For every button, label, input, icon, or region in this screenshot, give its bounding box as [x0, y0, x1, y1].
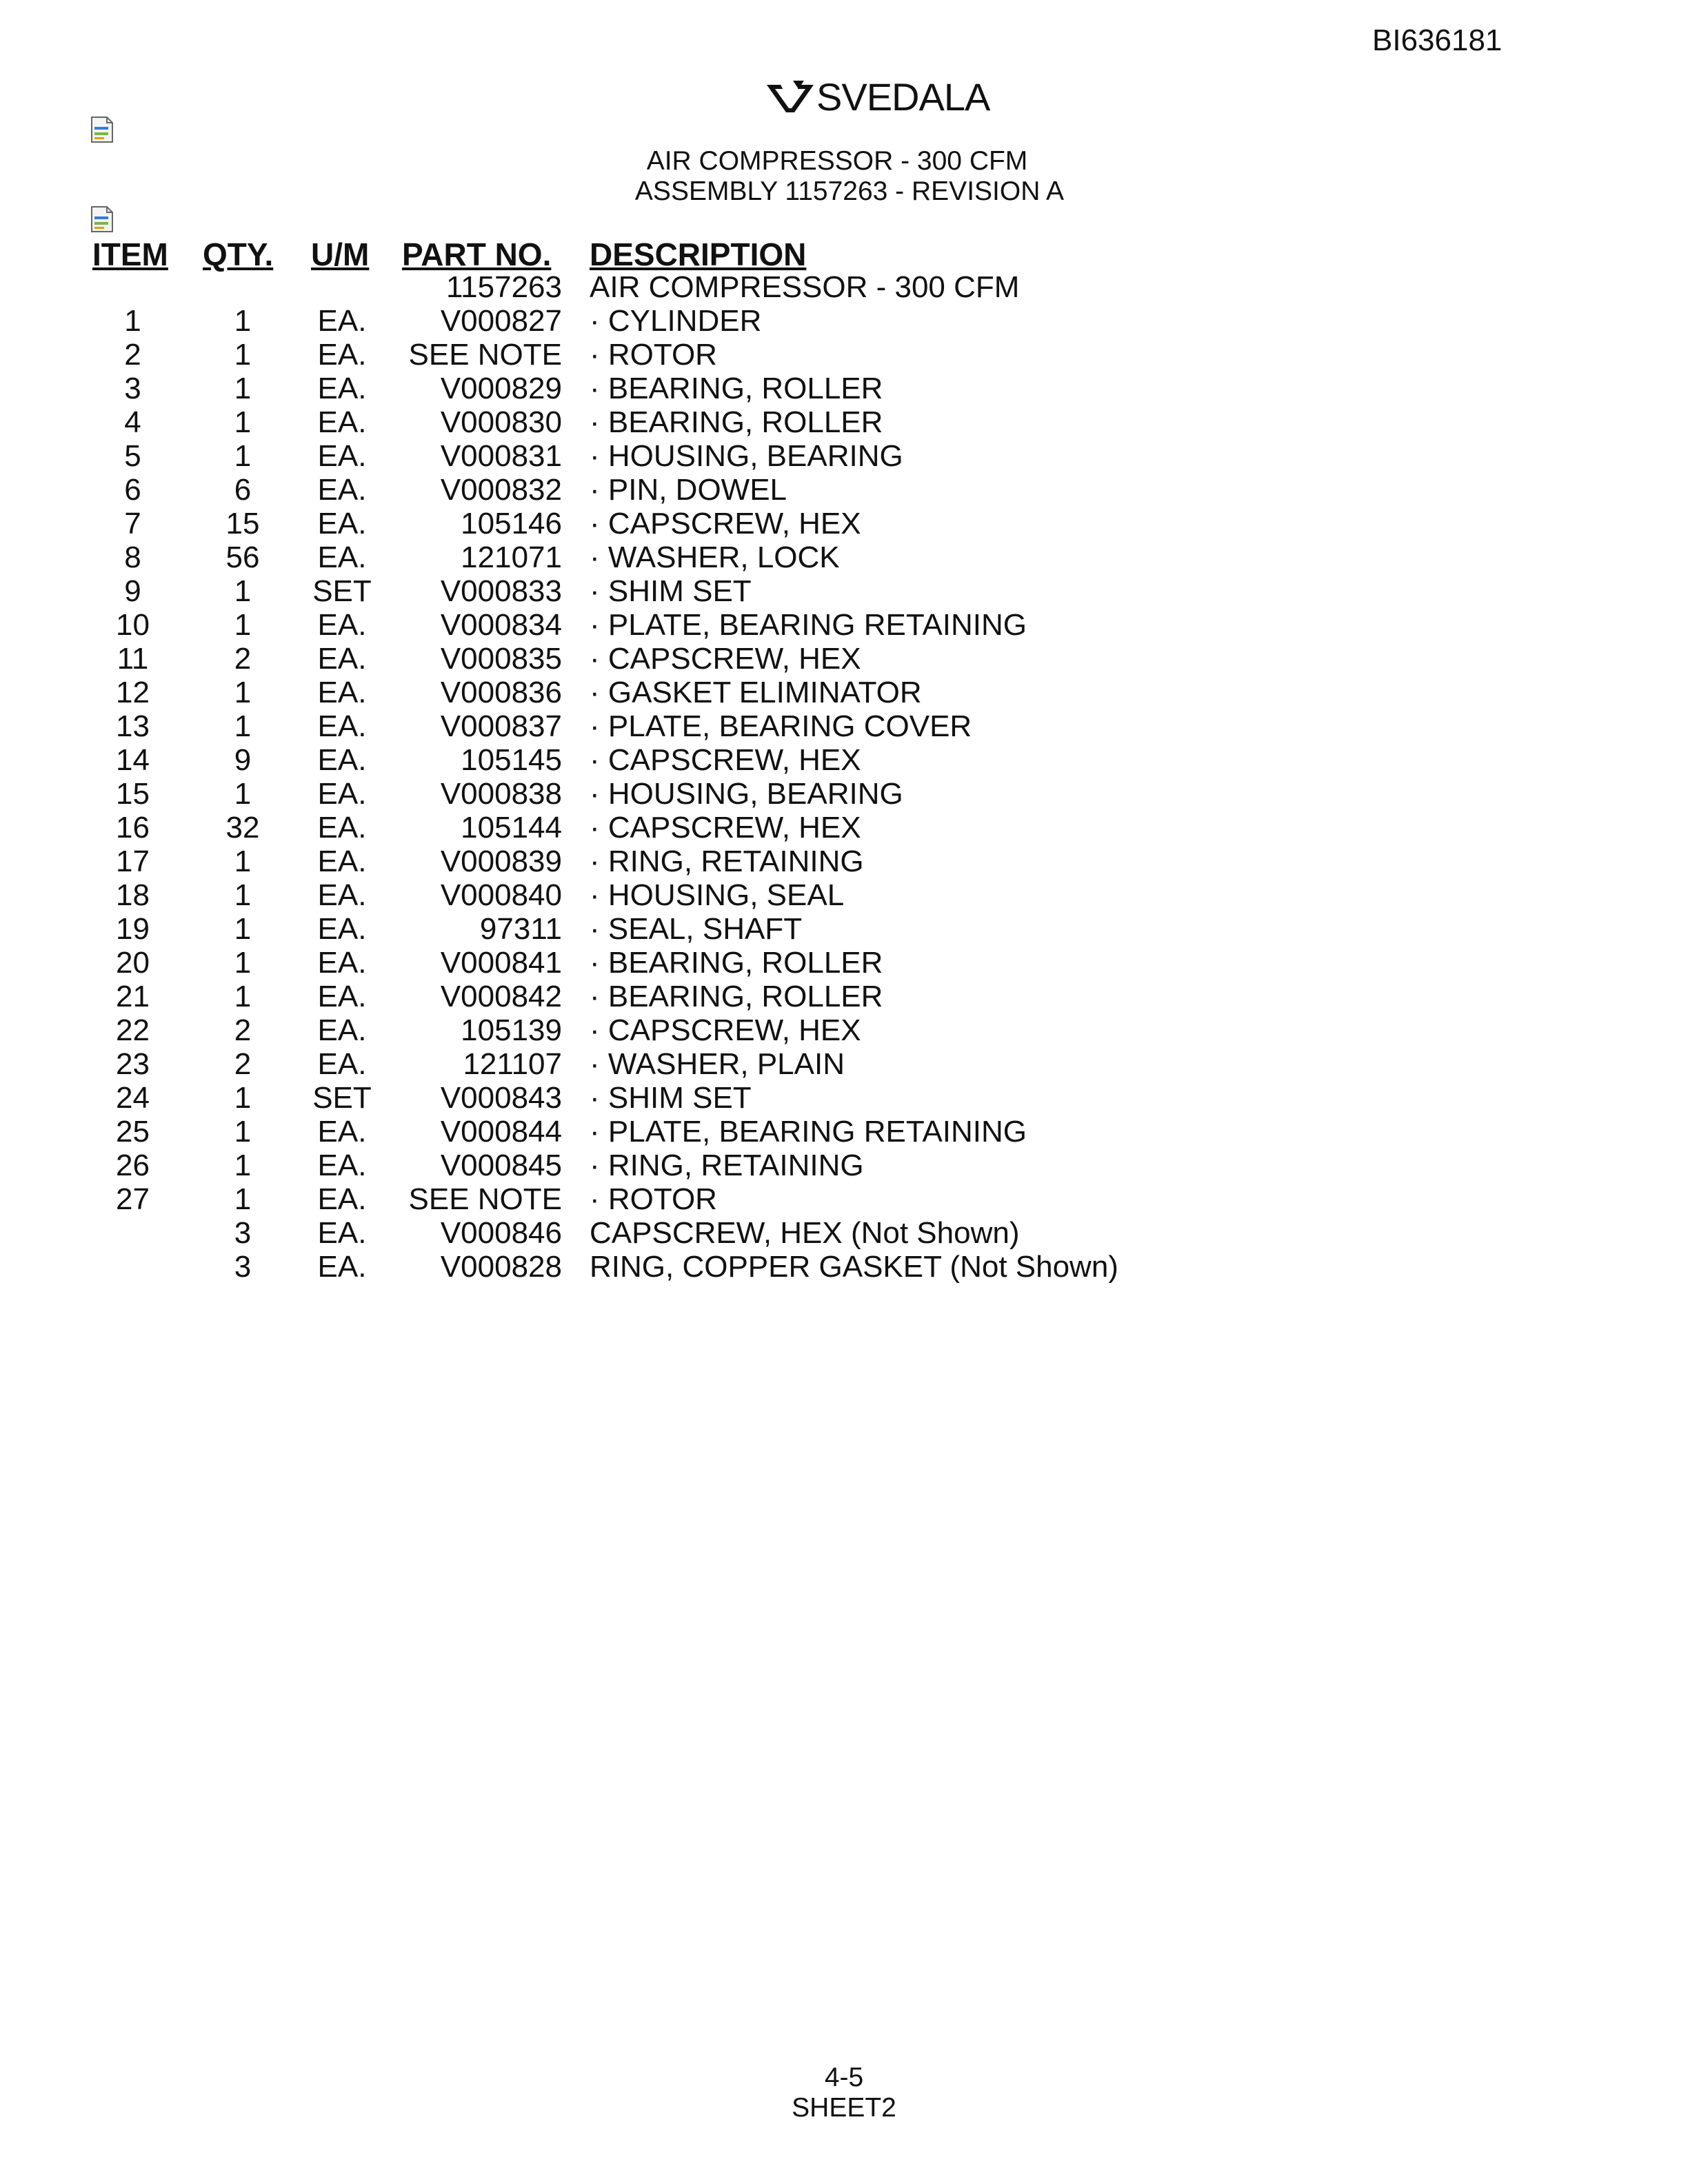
cell-qty: 1: [234, 878, 252, 912]
cell-item: 10: [116, 608, 150, 642]
cell-qty: 2: [234, 1047, 252, 1081]
cell-item: 11: [117, 642, 149, 676]
cell-description: · BEARING, ROLLER: [590, 405, 883, 439]
cell-part-no: V000838: [440, 777, 562, 811]
table-row: [0, 1081, 1688, 1115]
table-row: [0, 1250, 1688, 1284]
table-row: [0, 1047, 1688, 1081]
cell-part-no: V000827: [440, 304, 562, 338]
cell-qty: 1: [234, 1149, 252, 1182]
cell-um: EA.: [317, 676, 367, 709]
header-qty: QTY.: [203, 236, 274, 272]
cell-part-no: V000835: [440, 642, 562, 676]
cell-description: · RING, RETAINING: [590, 845, 864, 878]
cell-qty: 6: [234, 473, 252, 507]
cell-description: · BEARING, ROLLER: [590, 372, 883, 405]
cell-qty: 3: [234, 1216, 252, 1250]
cell-um: EA.: [317, 878, 367, 912]
page-number: 4-5: [824, 2063, 864, 2092]
table-row: [0, 338, 1688, 372]
cell-qty: 1: [234, 946, 252, 980]
cell-part-no: V000829: [440, 372, 562, 405]
cell-qty: 2: [234, 642, 252, 676]
cell-part-no: 105139: [461, 1013, 562, 1047]
cell-qty: 1: [234, 777, 252, 811]
cell-part-no: 121071: [461, 540, 562, 574]
document-file-icon[interactable]: [90, 205, 114, 233]
cell-item: 24: [116, 1081, 150, 1115]
cell-um: EA.: [317, 372, 367, 405]
cell-qty: 1: [234, 1182, 252, 1216]
cell-item: 6: [124, 473, 141, 507]
table-row: [0, 642, 1688, 676]
table-row: [0, 1149, 1688, 1182]
table-row: [0, 473, 1688, 507]
cell-um: EA.: [317, 980, 367, 1013]
cell-um: EA.: [317, 743, 367, 777]
cell-part-no: V000836: [440, 676, 562, 709]
cell-part-no: V000842: [440, 980, 562, 1013]
table-row: [0, 980, 1688, 1013]
cell-description: · PIN, DOWEL: [590, 473, 787, 507]
cell-part-no: V000833: [440, 574, 562, 608]
cell-um: EA.: [317, 1047, 367, 1081]
cell-description: · PLATE, BEARING COVER: [590, 709, 972, 743]
cell-item: 2: [124, 338, 141, 372]
sheet-label: SHEET2: [792, 2093, 896, 2123]
cell-item: 26: [116, 1149, 150, 1182]
cell-um: EA.: [317, 1250, 367, 1284]
cell-qty: 1: [234, 304, 252, 338]
cell-um: EA.: [317, 507, 367, 540]
cell-item: 13: [116, 709, 150, 743]
cell-description: AIR COMPRESSOR - 300 CFM: [590, 270, 1020, 304]
table-row: [0, 777, 1688, 811]
table-row: [0, 304, 1688, 338]
cell-qty: 56: [225, 540, 260, 574]
svedala-logo-icon: [765, 79, 815, 115]
cell-qty: 1: [234, 574, 252, 608]
document-title: AIR COMPRESSOR - 300 CFM: [646, 146, 1028, 176]
header-item: ITEM: [92, 236, 168, 272]
cell-description: · HOUSING, BEARING: [590, 777, 903, 811]
cell-qty: 1: [234, 608, 252, 642]
cell-um: EA.: [317, 1216, 367, 1250]
cell-part-no: V000844: [440, 1115, 562, 1149]
cell-item: 1: [124, 304, 141, 338]
cell-description: · HOUSING, SEAL: [590, 878, 845, 912]
cell-description: · PLATE, BEARING RETAINING: [590, 608, 1027, 642]
cell-description: · HOUSING, BEARING: [590, 439, 903, 473]
table-row: [0, 1013, 1688, 1047]
cell-qty: 1: [234, 912, 252, 946]
cell-qty: 1: [234, 439, 252, 473]
cell-part-no: SEE NOTE: [408, 338, 562, 372]
table-row: [0, 743, 1688, 777]
cell-item: 3: [124, 372, 141, 405]
cell-um: EA.: [317, 473, 367, 507]
table-row: [0, 1182, 1688, 1216]
cell-part-no: 97311: [479, 912, 562, 946]
cell-um: EA.: [317, 811, 367, 845]
cell-item: 27: [116, 1182, 150, 1216]
cell-part-no: V000846: [440, 1216, 562, 1250]
table-row: [0, 574, 1688, 608]
table-row: [0, 1115, 1688, 1149]
cell-description: · ROTOR: [590, 1182, 717, 1216]
cell-part-no: V000840: [440, 878, 562, 912]
cell-item: 7: [124, 507, 141, 540]
cell-description: · SHIM SET: [590, 1081, 752, 1115]
cell-um: EA.: [317, 405, 367, 439]
cell-qty: 3: [234, 1250, 252, 1284]
cell-qty: 1: [234, 676, 252, 709]
cell-part-no: V000832: [440, 473, 562, 507]
cell-description: · GASKET ELIMINATOR: [590, 676, 922, 709]
cell-qty: 1: [234, 1081, 252, 1115]
cell-qty: 1: [234, 405, 252, 439]
cell-item: 23: [116, 1047, 150, 1081]
cell-um: EA.: [317, 1182, 367, 1216]
cell-description: CAPSCREW, HEX (Not Shown): [590, 1216, 1020, 1250]
cell-qty: 1: [234, 709, 252, 743]
cell-part-no: V000843: [440, 1081, 562, 1115]
cell-item: 8: [124, 540, 141, 574]
cell-um: EA.: [317, 608, 367, 642]
cell-item: 22: [116, 1013, 150, 1047]
cell-part-no: V000831: [440, 439, 562, 473]
cell-um: EA.: [317, 338, 367, 372]
cell-part-no: V000841: [440, 946, 562, 980]
table-row: [0, 878, 1688, 912]
cell-qty: 1: [234, 372, 252, 405]
cell-item: 9: [124, 574, 141, 608]
cell-description: · CAPSCREW, HEX: [590, 642, 861, 676]
cell-um: EA.: [317, 845, 367, 878]
cell-part-no: 121107: [463, 1047, 562, 1081]
cell-item: 15: [116, 777, 150, 811]
cell-qty: 1: [234, 338, 252, 372]
cell-um: EA.: [317, 1149, 367, 1182]
header-part-no: PART NO.: [402, 236, 552, 272]
cell-description: · SEAL, SHAFT: [590, 912, 803, 946]
cell-um: SET: [312, 1081, 372, 1115]
cell-description: · CAPSCREW, HEX: [590, 811, 861, 845]
table-row: [0, 405, 1688, 439]
header-um: U/M: [311, 236, 370, 272]
cell-part-no: V000845: [440, 1149, 562, 1182]
cell-description: · WASHER, LOCK: [590, 540, 840, 574]
cell-part-no: 105145: [461, 743, 562, 777]
cell-part-no: V000830: [440, 405, 562, 439]
document-file-icon[interactable]: [90, 116, 114, 143]
cell-qty: 2: [234, 1013, 252, 1047]
table-row: [0, 811, 1688, 845]
table-row: [0, 540, 1688, 574]
cell-item: 18: [116, 878, 150, 912]
cell-description: · BEARING, ROLLER: [590, 980, 883, 1013]
cell-part-no: 1157263: [445, 270, 562, 304]
cell-part-no: V000839: [440, 845, 562, 878]
cell-qty: 9: [234, 743, 252, 777]
cell-part-no: V000837: [440, 709, 562, 743]
cell-item: 5: [124, 439, 141, 473]
cell-um: EA.: [317, 777, 367, 811]
cell-item: 16: [116, 811, 150, 845]
cell-qty: 32: [225, 811, 260, 845]
cell-um: EA.: [317, 1013, 367, 1047]
cell-um: EA.: [317, 946, 367, 980]
cell-description: · WASHER, PLAIN: [590, 1047, 845, 1081]
table-row: [0, 676, 1688, 709]
cell-um: EA.: [317, 540, 367, 574]
cell-description: · CAPSCREW, HEX: [590, 1013, 861, 1047]
table-row: [0, 439, 1688, 473]
cell-um: EA.: [317, 304, 367, 338]
cell-description: · BEARING, ROLLER: [590, 946, 883, 980]
cell-um: EA.: [317, 1115, 367, 1149]
cell-item: 4: [124, 405, 141, 439]
cell-item: 19: [116, 912, 150, 946]
cell-part-no: 105146: [461, 507, 562, 540]
table-row: [0, 608, 1688, 642]
cell-item: 17: [116, 845, 150, 878]
cell-item: 25: [116, 1115, 150, 1149]
header-description: DESCRIPTION: [590, 236, 807, 272]
table-row: [0, 946, 1688, 980]
cell-item: 20: [116, 946, 150, 980]
cell-description: · RING, RETAINING: [590, 1149, 864, 1182]
cell-description: · CAPSCREW, HEX: [590, 507, 861, 540]
table-row: [0, 912, 1688, 946]
table-row: [0, 845, 1688, 878]
cell-part-no: V000828: [440, 1250, 562, 1284]
document-id: BI636181: [1372, 23, 1503, 57]
cell-description: · PLATE, BEARING RETAINING: [590, 1115, 1027, 1149]
cell-qty: 15: [225, 507, 260, 540]
cell-item: 12: [116, 676, 150, 709]
cell-qty: 1: [234, 845, 252, 878]
table-row: [0, 372, 1688, 405]
cell-description: RING, COPPER GASKET (Not Shown): [590, 1250, 1118, 1284]
cell-item: 14: [116, 743, 150, 777]
cell-part-no: 105144: [461, 811, 562, 845]
cell-um: EA.: [317, 642, 367, 676]
cell-part-no: V000834: [440, 608, 562, 642]
cell-description: · SHIM SET: [590, 574, 752, 608]
table-row: [0, 709, 1688, 743]
table-row: [0, 270, 1688, 304]
cell-um: EA.: [317, 709, 367, 743]
brand-name: SVEDALA: [816, 75, 990, 119]
cell-description: · ROTOR: [590, 338, 717, 372]
cell-part-no: SEE NOTE: [408, 1182, 562, 1216]
brand-logo: [765, 74, 989, 119]
cell-qty: 1: [234, 1115, 252, 1149]
cell-um: SET: [312, 574, 372, 608]
cell-qty: 1: [234, 980, 252, 1013]
cell-item: 21: [116, 980, 150, 1013]
table-row: [0, 507, 1688, 540]
cell-um: EA.: [317, 439, 367, 473]
cell-um: EA.: [317, 912, 367, 946]
cell-description: · CYLINDER: [590, 304, 762, 338]
document-subtitle: ASSEMBLY 1157263 - REVISION A: [634, 176, 1065, 206]
cell-description: · CAPSCREW, HEX: [590, 743, 861, 777]
table-row: [0, 1216, 1688, 1250]
